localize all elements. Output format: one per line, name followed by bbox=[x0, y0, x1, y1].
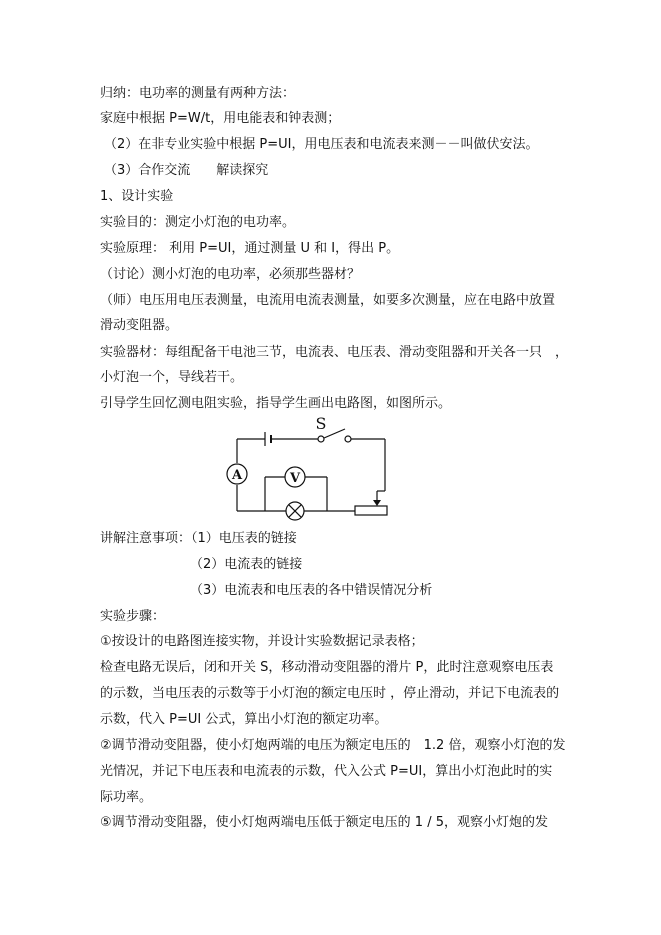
step-1-detail-line-2: 的示数，当电压表的示数等于小灯泡的额定电压时 ，停止滑动，并记下电流表的 bbox=[100, 686, 560, 701]
discussion-question: （讨论）测小灯泡的电功率，必须那些器材？ bbox=[100, 267, 361, 282]
notes-heading: 讲解注意事项：（1）电压表的链接 bbox=[100, 531, 297, 546]
voltmeter-label: V bbox=[289, 471, 301, 486]
note-3: （3）电流表和电压表的各中错误情况分析 bbox=[190, 583, 433, 598]
steps-heading: 实验步骤： bbox=[100, 609, 166, 624]
step-1: ①按设计的电路图连接实物，并设计实验数据记录表格； bbox=[100, 634, 424, 649]
rheostat bbox=[355, 506, 387, 515]
equipment-line-1: 实验器材：每组配备干电池三节，电流表、电压表、滑动变阻器和开关各一只 ， bbox=[100, 345, 569, 360]
step-1-detail-line-3: 示数，代入 P=UI 公式，算出小灯泡的额定功率。 bbox=[100, 712, 388, 727]
guide-circuit-text: 引导学生回忆测电阻实验，指导学生画出电路图，如图所示。 bbox=[100, 396, 452, 411]
teacher-answer-line-2: 滑动变阻器。 bbox=[100, 318, 179, 333]
step-1-detail-line-1: 检查电路无误后，闭和开关 S，移动滑动变阻器的滑片 P，此时注意观察电压表 bbox=[100, 660, 554, 675]
experiment-principle: 实验原理： 利用 P=UI，通过测量 U 和 I，得出 P。 bbox=[100, 241, 400, 256]
switch-label: S bbox=[315, 415, 327, 433]
design-experiment-heading: 1、设计实验 bbox=[100, 189, 174, 204]
teacher-answer-line-1: （师）电压用电压表测量，电流用电流表测量，如要多次测量，应在电路中放置 bbox=[100, 293, 556, 308]
step-2-line-1: ②调节滑动变阻器，使小灯炮两端的电压为额定电压的 1.2 倍，观察小灯泡的发 bbox=[100, 738, 566, 753]
step-2-line-3: 际功率。 bbox=[100, 790, 153, 805]
method-2-text: （2）在非专业实验中根据 P=UI，用电压表和电流表来测－－叫做伏安法。 bbox=[104, 137, 539, 152]
slider-arrow-icon bbox=[373, 500, 381, 506]
step-3-line-1: ⑤调节滑动变阻器，使小灯炮两端电压低于额定电压的 1 / 5，观察小灯炮的发 bbox=[100, 815, 548, 830]
experiment-purpose: 实验目的：测定小灯泡的电功率。 bbox=[100, 215, 296, 230]
switch-contact-right bbox=[345, 436, 351, 442]
note-2: （2）电流表的链接 bbox=[190, 557, 303, 572]
method-1-text: 家庭中根据 P=W/t，用电能表和钟表测； bbox=[100, 111, 341, 126]
switch-contact-left bbox=[318, 436, 324, 442]
summary-heading: 归纳：电功率的测量有两种方法： bbox=[100, 86, 296, 101]
step-2-line-2: 光情况，并记下电压表和电流表的示数，代入公式 P=UI，算出小灯泡此时的实 bbox=[100, 764, 553, 779]
equipment-line-2: 小灯泡一个，导线若干。 bbox=[100, 370, 244, 385]
cooperation-heading: （3）合作交流 解读探究 bbox=[104, 163, 269, 178]
switch-blade bbox=[324, 429, 345, 438]
circuit-diagram bbox=[215, 415, 400, 525]
ammeter-label: A bbox=[231, 468, 243, 483]
